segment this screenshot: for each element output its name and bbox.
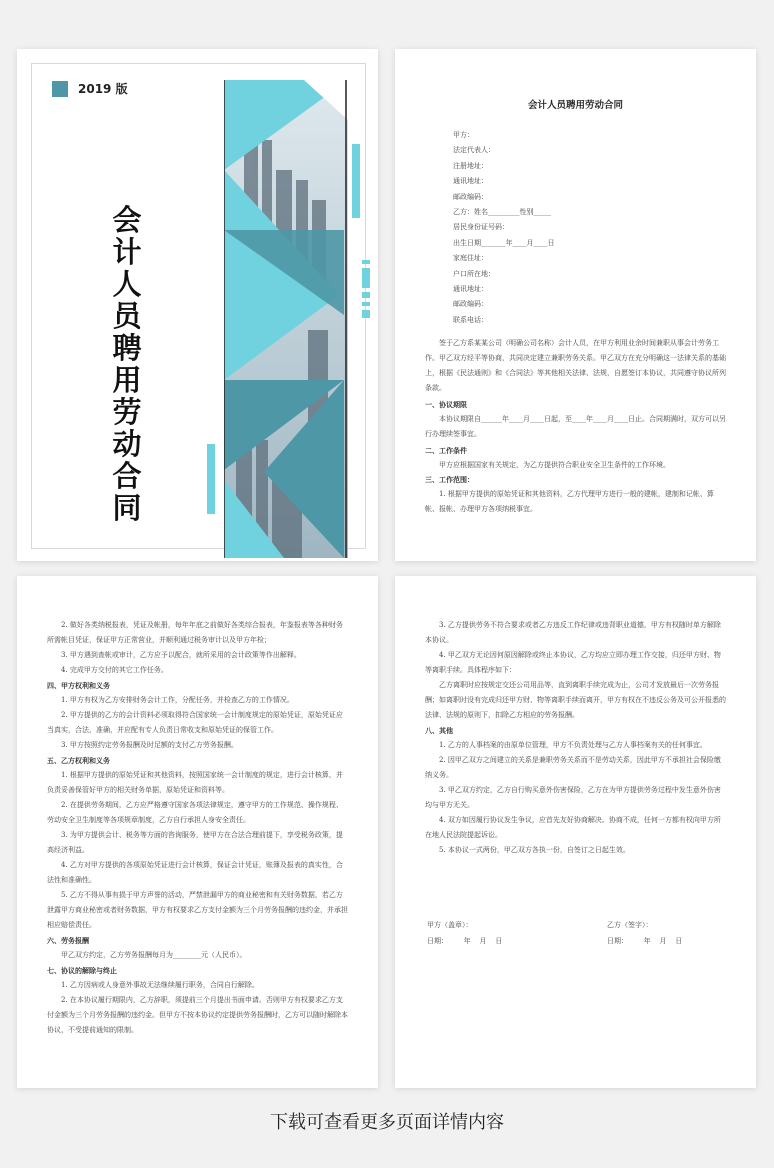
section-paragraph: 1. 甲方有权为乙方安排财务会计工作，分配任务，并检查乙方的工作情况。 [61, 696, 294, 704]
section-paragraph: 本协议期限自______年____月____日起，至____年____月____日止。合同期满时，双方可以另行办理续签事宜。 [425, 415, 726, 438]
cover-page [17, 49, 378, 561]
cover-title-char: 合 [112, 459, 142, 493]
contract-field: 出生日期_______年____月____日 [453, 238, 555, 247]
contract-page-2 [17, 576, 378, 1088]
cover-geometric-art [224, 80, 348, 558]
accent-tick [362, 302, 370, 306]
party-b-sign-label: 乙方（签字）： [607, 921, 653, 929]
accent-tick [362, 268, 370, 288]
cover-title-char: 员 [112, 299, 142, 333]
contract-field: 邮政编码： [453, 300, 488, 309]
section-heading: 二、工作条件 [425, 446, 467, 455]
cover-title [110, 204, 144, 524]
download-more-caption: 下载可查看更多页面详情内容 [270, 1112, 504, 1133]
contract-field: 甲方： [453, 131, 474, 139]
contract-field: 户口所在地： [453, 269, 495, 278]
cover-title-char: 会 [112, 203, 142, 237]
contract-page-3 [395, 576, 756, 1088]
section-paragraph: 3. 乙方提供劳务不符合要求或者乙方违反工作纪律或违背职业道德，甲方有权随时单方解除本协议。 [425, 621, 721, 644]
cover-title-char: 劳 [112, 395, 142, 429]
section-heading: 八、其他 [425, 726, 453, 735]
edition-text: 2019 版 [78, 82, 128, 96]
section-heading: 七、协议的解除与终止 [47, 966, 117, 975]
document-title: 会计人员聘用劳动合同 [527, 100, 623, 111]
cover-title-char: 动 [112, 427, 142, 461]
section-paragraph: 2. 因甲乙双方之间建立的关系是兼职劳务关系而不是劳动关系，因此甲方不承担社会保险缴纳义务。 [425, 756, 721, 779]
party-b-date-label: 日期： 年 月 日 [607, 937, 683, 945]
contract-field: 通讯地址： [453, 177, 488, 186]
contract-page-1 [395, 49, 756, 561]
section-paragraph: 甲乙双方约定，乙方劳务报酬每月为________元（人民币）。 [61, 951, 247, 959]
section-paragraph: 4. 乙方对甲方提供的各项原始凭证进行会计核算，保证会计凭证，账簿及报表的真实性，合法性和准确性。 [47, 861, 343, 884]
page-body [47, 618, 349, 1038]
section-heading: 六、劳务报酬 [47, 936, 89, 945]
section-heading: 三、工作范围： [425, 475, 474, 484]
section-paragraph: 3. 甲乙双方约定，乙方自行购买意外伤害保险，乙方在为甲方提供劳务过程中发生意外伤害均与甲方无关。 [425, 786, 721, 809]
contract-field: 家庭住址： [453, 254, 488, 263]
section-paragraph: 甲方应根据国家有关规定，为乙方提供符合职业安全卫生条件的工作环境。 [439, 461, 670, 469]
cover-title-char: 人 [112, 267, 142, 301]
intro-paragraph: 签于乙方系某某公司（明确公司名称）会计人员，在甲方利用业余时间兼职从事会计劳务工作。甲乙双方经平等协商，共同决定建立兼职劳务关系。甲乙双方在充分明确这一法律关系的基础上，根据《民法通则》和《合同法》等其他相关法律、法规，自愿签订本协议，共同遵守协议所列条款。 [425, 339, 726, 392]
section-paragraph: 5. 本协议一式两份，甲乙双方各执一份，自签订之日起生效。 [439, 846, 630, 854]
section-paragraph: 2. 甲方提供的乙方的会计资料必须取得符合国家统一会计制度规定的原始凭证，原始凭证应当真实，合法，准确，并应配有专人负责日常收支和原始凭证的保管工作。 [47, 711, 343, 734]
section-paragraph: 1. 根据甲方提供的原始凭证和其他资料，按照国家统一会计制度的规定，进行会计核算，并负责妥善保管好甲方的相关财务单据，原始凭证和资料等。 [47, 771, 343, 794]
section-paragraph: 乙方离职时应按规定交还公司用品等，直到离职手续完成为止，公司才发放最后一次劳务报酬；如离职时没有完成归还甲方财、物等离职手续而离开，甲方有权在不违反公务及可公开报悉的法律、法规的原则下，扣除乙方相应的劳务报酬。 [425, 681, 726, 719]
section-paragraph: 4. 甲乙双方无论因何原因解除或终止本协议，乙方均应立即办理工作交接，归还甲方财、物等离职手续。具体程序如下： [425, 651, 721, 674]
accent-tick [362, 292, 370, 298]
contract-field: 邮政编码： [453, 192, 488, 201]
section-paragraph: 1. 乙方因病或人身意外事故无法继续履行职务，合同自行解除。 [61, 981, 259, 989]
cover-title-char: 用 [112, 363, 142, 397]
section-paragraph: 2. 做好各类纳税报表，凭证及帐册，每年年底之前做好各类综合报表，年鉴报表等各种财务所需帐目凭证，保证甲方正常营业，并顺利通过税务审计以及甲方年检； [47, 621, 343, 644]
section-paragraph: 2. 在提供劳务期间，乙方应严格遵守国家各项法律规定，遵守甲方的工作规范、操作规程、劳动安全卫生制度等各项规章制度，乙方自行承担人身安全责任。 [47, 801, 343, 824]
section-heading: 五、乙方权利和义务 [47, 756, 110, 765]
section-paragraph: 4. 双方如因履行协议发生争议，应首先友好协商解决。协商不成，任何一方都有权向甲方所在地人民法院提起诉讼。 [425, 816, 721, 839]
section-paragraph: 3. 甲方按照约定劳务报酬及时足额的支付乙方劳务报酬。 [61, 741, 238, 749]
party-a-date-label: 日期： 年 月 日 [427, 937, 503, 945]
edition-square-icon [52, 81, 68, 97]
section-paragraph: 1. 乙方的人事档案的由原单位管理，甲方不负责处理与乙方人事档案有关的任何事宜。 [439, 741, 707, 749]
edition-label [52, 80, 128, 97]
party-a-seal-label: 甲方（盖章）： [427, 921, 473, 929]
contract-field: 通讯地址： [453, 285, 488, 293]
cover-title-char: 聘 [112, 331, 142, 365]
cover-title-char: 计 [112, 235, 142, 269]
section-paragraph: 3. 甲方遇到查帐或审计，乙方应予以配合，就所采用的会计政策等作出解释。 [61, 651, 301, 659]
accent-bar-right [352, 144, 360, 218]
accent-bar-left [207, 444, 215, 514]
section-heading: 四、甲方权利和义务 [47, 681, 110, 690]
contract-field: 居民身份证号码： [453, 223, 509, 232]
contract-field: 乙方：姓名_________性别_____ [453, 208, 551, 216]
contract-field: 法定代表人： [453, 146, 495, 155]
contract-field: 注册地址： [453, 161, 488, 170]
section-paragraph: 1. 根据甲方提供的原始凭证和其他资料，乙方代理甲方进行一般的建帐，建制和记帐、算帐、报帐、办理甲方各项纳税事宜。 [425, 490, 714, 513]
section-paragraph: 4. 完成甲方交付的其它工作任务。 [61, 666, 168, 674]
cover-border [31, 63, 366, 549]
accent-tick [362, 260, 370, 264]
section-heading: 一、协议期限 [425, 400, 467, 409]
accent-tick [362, 310, 370, 318]
section-paragraph: 2. 在本协议履行期限内，乙方辞职，须提前三个月提出书面申请。否则甲方有权要求乙方支付金额为三个月劳务报酬的违约金。但甲方不按本协议约定提供劳务报酬时，乙方可以随时解除本协议，不受提前通知的限制。 [47, 996, 348, 1034]
section-paragraph: 3. 为甲方提供会计、税务等方面的咨询服务，使甲方在合法合理前提下，享受税务政策，提高经济利益。 [47, 831, 343, 854]
cover-title-char: 同 [112, 491, 142, 525]
section-paragraph: 5. 乙方不得从事有损于甲方声誉的活动，严禁泄漏甲方的商业秘密和有关财务数据，若乙方泄露甲方商业秘密或者财务数据，甲方有权要求乙方支付金额为三个月劳务报酬的违约金，并承担相应赔偿责任。 [47, 891, 348, 929]
page-body [425, 618, 727, 858]
contract-field: 联系电话： [453, 315, 488, 324]
